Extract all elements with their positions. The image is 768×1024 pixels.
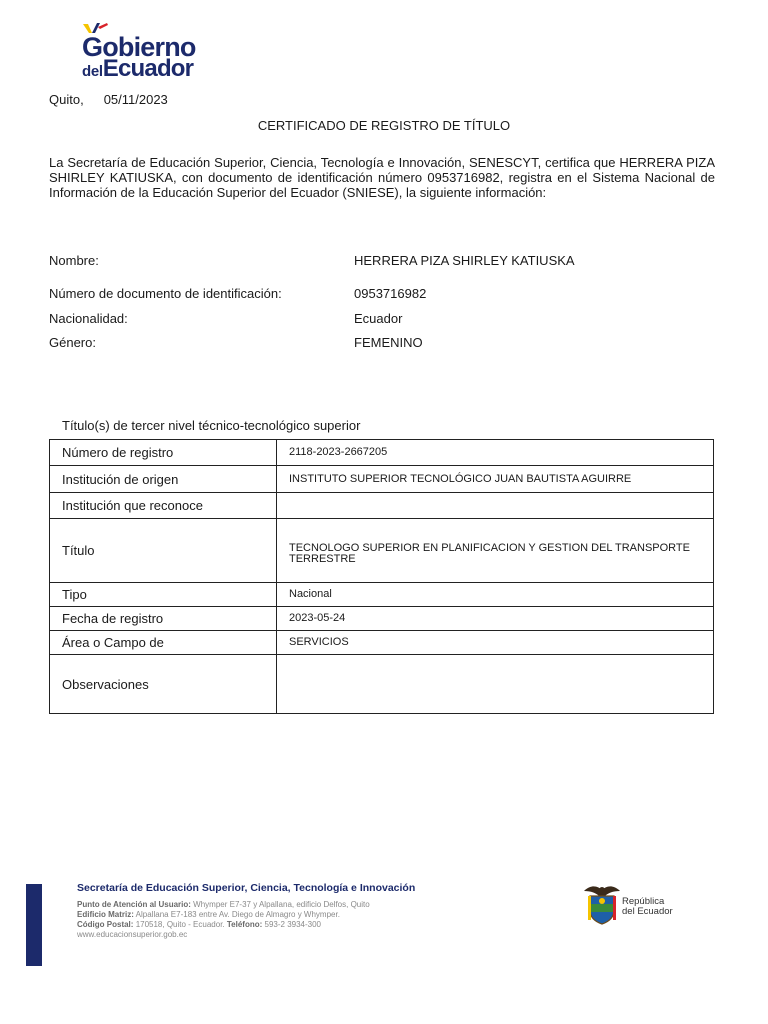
table-row bbox=[50, 607, 714, 631]
id-value: 0953716982 bbox=[354, 286, 427, 301]
table-row bbox=[50, 519, 714, 583]
registration-number-label: Número de registro bbox=[50, 440, 277, 466]
coat-of-arms-icon bbox=[582, 882, 622, 926]
nationality-value: Ecuador bbox=[354, 311, 403, 326]
republica-line1: República bbox=[622, 896, 665, 907]
footer-postal-label: Código Postal: bbox=[77, 920, 134, 929]
registration-date-value: 2023-05-24 bbox=[277, 607, 714, 631]
table-row bbox=[50, 583, 714, 607]
table-row bbox=[50, 440, 714, 466]
intro-paragraph: La Secretaría de Educación Superior, Ciencia, Tecnología e Innovación, SENESCYT, certifica que HERRERA PIZA SHIRLEY KATIUSKA, con documento de identificación número 0953716982, registra en el Sistema Nacional de Información de la Educación Superior del Ecuador (SNIESE), la siguiente información: bbox=[49, 155, 715, 200]
document-city: Quito, bbox=[49, 92, 84, 107]
type-label: Tipo bbox=[50, 583, 277, 607]
logo-text-del: del bbox=[82, 63, 103, 80]
logo-text-ecuador: Ecuador bbox=[102, 55, 194, 82]
nationality-label: Nacionalidad: bbox=[49, 311, 128, 326]
document-date-line bbox=[49, 92, 168, 107]
footer-postal-line bbox=[77, 920, 321, 930]
observations-value bbox=[277, 655, 714, 714]
name-label: Nombre: bbox=[49, 253, 99, 268]
registration-date-label: Fecha de registro bbox=[50, 607, 277, 631]
footer-phone-value: 593-2 3934-300 bbox=[264, 920, 322, 929]
origin-institution-label: Institución de origen bbox=[50, 466, 277, 493]
table-row bbox=[50, 466, 714, 493]
republica-line2: del Ecuador bbox=[622, 906, 673, 917]
table-row bbox=[50, 493, 714, 519]
footer-organization: Secretaría de Educación Superior, Ciencia, Tecnología e Innovación bbox=[77, 882, 416, 894]
field-area-label: Área o Campo de bbox=[50, 631, 277, 655]
footer-postal-value: 170518, Quito - Ecuador. bbox=[135, 920, 225, 929]
name-value: HERRERA PIZA SHIRLEY KATIUSKA bbox=[354, 253, 575, 268]
footer-attention-value: Whymper E7-37 y Alpallana, edificio Delfos, Quito bbox=[193, 900, 370, 909]
observations-label: Observaciones bbox=[50, 655, 277, 714]
footer-matrix-label: Edificio Matriz: bbox=[77, 910, 134, 919]
titles-section-title: Título(s) de tercer nivel técnico-tecnológico superior bbox=[62, 418, 361, 433]
recognizing-institution-value bbox=[277, 493, 714, 519]
table-row bbox=[50, 655, 714, 714]
titles-table bbox=[49, 439, 714, 714]
document-date: 05/11/2023 bbox=[103, 92, 168, 107]
footer-phone-label: Teléfono: bbox=[226, 920, 263, 929]
gender-value: FEMENINO bbox=[354, 335, 423, 350]
degree-title-label: Título bbox=[50, 519, 277, 583]
type-value: Nacional bbox=[277, 583, 714, 607]
footer-matrix-line bbox=[77, 910, 340, 920]
registration-number-value: 2118-2023-2667205 bbox=[277, 440, 714, 466]
footer-website[interactable]: www.educacionsuperior.gob.ec bbox=[77, 930, 188, 939]
origin-institution-value: INSTITUTO SUPERIOR TECNOLÓGICO JUAN BAUTISTA AGUIRRE bbox=[277, 466, 714, 493]
table-row bbox=[50, 631, 714, 655]
footer-matrix-value: Alpallana E7-183 entre Av. Diego de Almagro y Whymper. bbox=[135, 910, 340, 919]
footer-attention-label: Punto de Atención al Usuario: bbox=[77, 900, 191, 909]
gobierno-logo bbox=[78, 22, 218, 80]
recognizing-institution-label: Institución que reconoce bbox=[50, 493, 277, 519]
field-area-value: SERVICIOS bbox=[277, 631, 714, 655]
footer-accent-bar bbox=[26, 884, 42, 966]
degree-title-value: TECNOLOGO SUPERIOR EN PLANIFICACION Y GESTION DEL TRANSPORTE TERRESTRE bbox=[277, 519, 714, 583]
document-title: CERTIFICADO DE REGISTRO DE TÍTULO bbox=[257, 118, 511, 133]
republica-del-ecuador bbox=[622, 897, 673, 917]
logo-text-gobierno: Gobierno bbox=[82, 32, 196, 62]
footer-attention-line bbox=[77, 900, 370, 910]
gender-label: Género: bbox=[49, 335, 96, 350]
id-label: Número de documento de identificación: bbox=[49, 286, 282, 301]
logo-text-del-ecuador bbox=[82, 56, 193, 85]
